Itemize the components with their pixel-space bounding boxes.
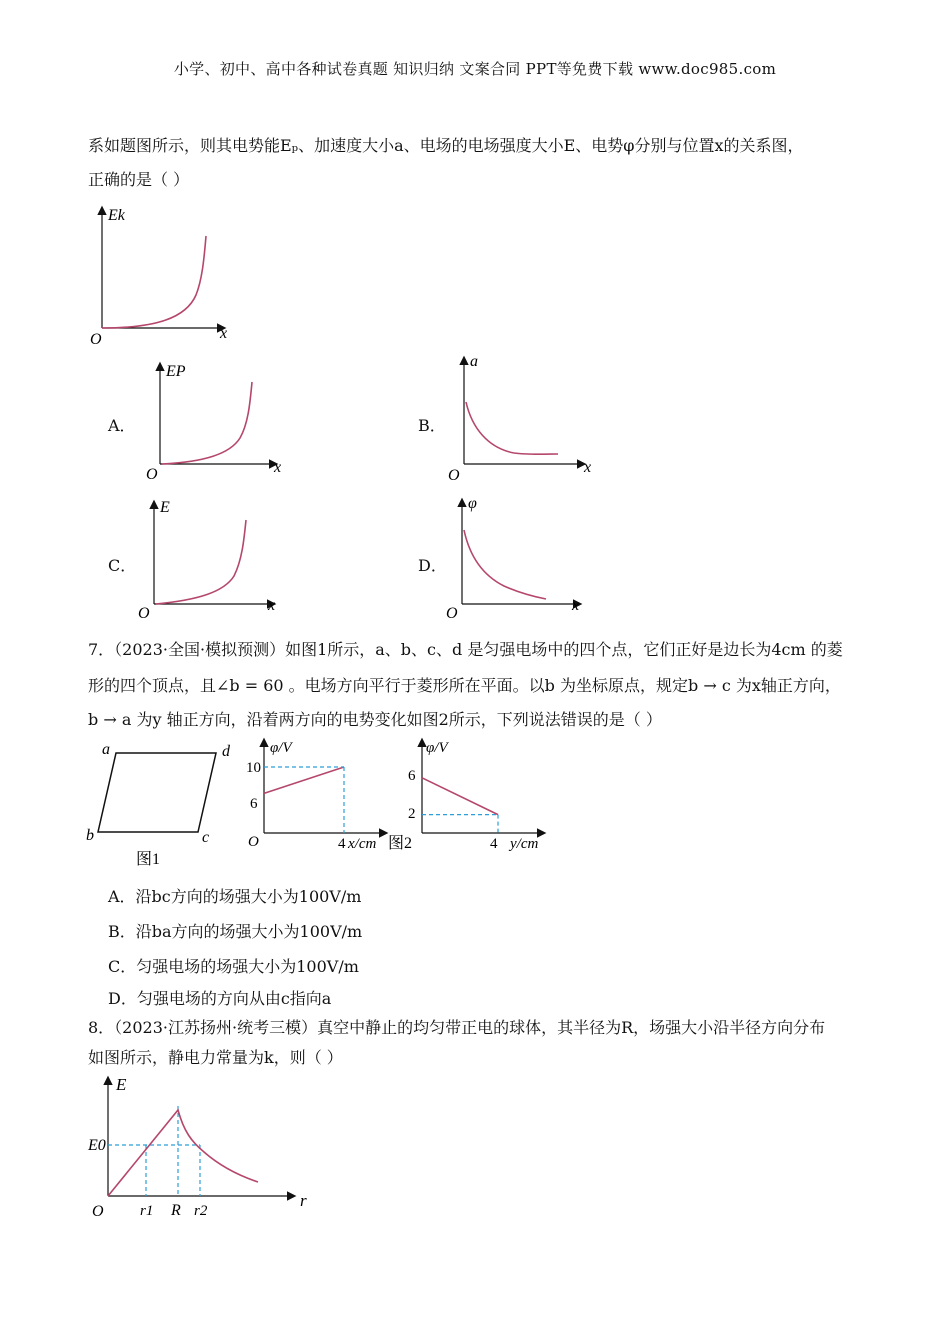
ep-label: EP [166, 363, 186, 380]
q6-option-d-graph [446, 492, 596, 620]
q8-line1: 8．（2023·江苏扬州·统考三模）真空中静止的均匀带正电的球体，其半径为R，场强大小沿半径方向分布 [88, 1018, 826, 1037]
phi-y-xlabel: y/cm [510, 836, 539, 852]
x-label: x [572, 597, 580, 614]
q7-line1: 7．（2023·全国·模拟预测）如图1所示，a、b、c、d 是匀强电场中的四个点，它们正好是边长为4cm 的菱 [88, 640, 843, 659]
phi-x-plot [264, 767, 344, 833]
phi-x-tick-4: 4 [338, 836, 346, 852]
r1-label: r1 [140, 1203, 154, 1219]
fig1-rhombus [82, 740, 242, 870]
fig2-caption: 图2 [388, 835, 413, 852]
phi-y-tick-2: 2 [408, 806, 416, 822]
q7-option-d[interactable]: D．匀强电场的方向从由c指向a [108, 989, 332, 1008]
q6-option-c-label[interactable]: C． [108, 556, 137, 575]
e0-label: E0 [88, 1137, 106, 1154]
rhombus-shape [98, 753, 216, 832]
q7-line3: b → a 为y 轴正方向，沿着两方向的电势变化如图2所示，下列说法错误的是（ ） [88, 710, 662, 729]
phi-x-ylabel: φ/V [270, 740, 292, 756]
phi-x-tick-10: 10 [246, 760, 261, 776]
q8-line2: 如图所示，静电力常量为k，则（ ） [88, 1048, 343, 1067]
e-label: E [160, 499, 170, 516]
x-label: x [274, 459, 282, 476]
origin-label: O [448, 467, 460, 484]
q7-line2: 形的四个顶点，且∠b = 60 。电场方向平行于菱形所在平面。以b 为坐标原点，规定b → c 为x轴正方向， [88, 676, 841, 695]
phi-y-tick-4: 4 [490, 836, 498, 852]
q8-e-r-graph [80, 1072, 320, 1232]
phi-x-origin: O [248, 834, 259, 850]
vertex-d: d [222, 743, 230, 760]
e-r-curve [108, 1110, 258, 1196]
q6-option-a-graph [144, 358, 294, 483]
a-label: a [470, 353, 478, 370]
q7-option-a[interactable]: A．沿bc方向的场强大小为100V/m [108, 887, 362, 906]
ek-label: Ek [108, 207, 125, 224]
origin-label: O [92, 1203, 104, 1220]
origin-label: O [90, 331, 102, 348]
phi-x-xlabel: x/cm [348, 836, 377, 852]
phi-curve [464, 530, 546, 599]
origin-label: O [138, 605, 150, 622]
q6-line2: 正确的是（ ） [88, 170, 190, 189]
fig2-phi-y-graph [388, 734, 554, 866]
phi-y-series-line [422, 778, 498, 815]
ek-x-graph [86, 200, 246, 348]
phi-y-ylabel: φ/V [426, 740, 448, 756]
fig2-phi-x-graph [244, 734, 394, 866]
phi-x-tick-6: 6 [250, 796, 258, 812]
big-r-label: R [171, 1202, 181, 1219]
q6-line1: 系如题图所示，则其电势能Eₚ、加速度大小a、电场的电场强度大小E、电势φ分别与位置x的关系图， [88, 136, 804, 155]
q6-option-a-label[interactable]: A． [108, 416, 136, 435]
origin-label: O [146, 466, 158, 483]
x-label: x [268, 597, 276, 614]
q7-option-c[interactable]: C．匀强电场的场强大小为100V/m [108, 957, 359, 976]
a-curve [466, 402, 558, 454]
phi-y-tick-6: 6 [408, 768, 416, 784]
ep-curve [162, 382, 252, 464]
origin-label: O [446, 605, 458, 622]
phi-x-series-line [264, 767, 344, 793]
q6-option-c-graph [138, 494, 288, 622]
e-curve [156, 520, 246, 604]
q6-option-b-graph [448, 350, 603, 483]
q7-option-b[interactable]: B．沿ba方向的场强大小为100V/m [108, 922, 363, 941]
vertex-c: c [202, 829, 210, 846]
r-axis-label: r [300, 1191, 307, 1210]
e-axis-label: E [116, 1075, 127, 1094]
x-label: x [584, 459, 592, 476]
phi-label: φ [468, 495, 477, 512]
fig1-caption: 图1 [136, 851, 161, 868]
phi-y-plot [422, 778, 498, 833]
x-label: x [220, 325, 228, 342]
page-header: 小学、初中、高中各种试卷真题 知识归纳 文案合同 PPT等免费下载 www.doc985.com [173, 60, 777, 78]
q6-option-b-label[interactable]: B． [418, 416, 446, 435]
vertex-a: a [102, 741, 110, 758]
q6-option-d-label[interactable]: D． [418, 556, 447, 575]
r2-label: r2 [194, 1203, 208, 1219]
vertex-b: b [86, 827, 94, 844]
ek-curve [102, 236, 206, 328]
